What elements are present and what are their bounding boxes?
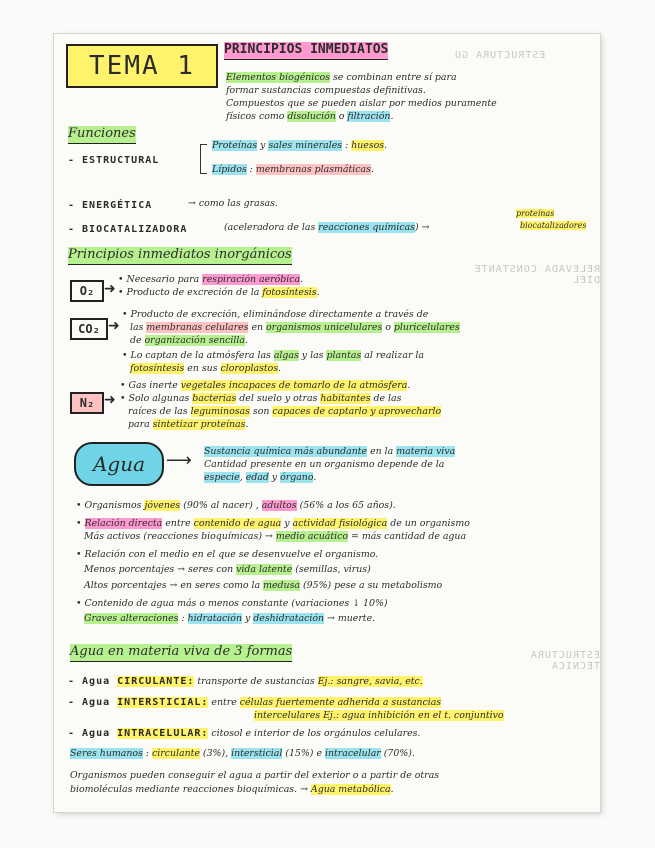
bleed-through-text: ESTRUCTURA TECNICA xyxy=(529,650,600,672)
o2-box: O₂ xyxy=(70,280,104,302)
section-title-funciones: Funciones xyxy=(68,126,136,144)
section-title-formas: Agua en materia viva de 3 formas xyxy=(70,644,292,662)
n2-line: raíces de las leguminosas son capaces de captarlo y aprovecharlo xyxy=(128,406,442,417)
arrow-icon: ⟶ xyxy=(166,450,192,471)
co2-line: • Lo captan de la atmósfera las algas y las plantas al realizar la xyxy=(122,350,424,362)
estructural-item: Proteínas y sales minerales : huesos. xyxy=(212,140,388,151)
organismos-line: Organismos pueden conseguir el agua a partir del exterior o a partir de otras xyxy=(70,770,440,781)
n2-line: • Gas inerte vegetales incapaces de tomarlo de la atmósfera. xyxy=(120,380,410,392)
biocat-result: proteínas xyxy=(516,209,555,218)
agua-bullet: Menos porcentajes → seres con vida latente (semillas, virus) xyxy=(84,564,371,575)
intro-line: formar sustancias compuestas definitivas. xyxy=(226,85,426,96)
n2-box: N₂ xyxy=(70,392,104,414)
function-energetica: - ENERGÉTICA xyxy=(68,200,153,211)
intro-line: físicos como disolución o filtración. xyxy=(226,111,394,122)
organismos-line: biomoléculas mediante reacciones bioquímicas. → Agua metabólica. xyxy=(70,784,394,795)
seres-humanos-line: Seres humanos : circulante (3%), intersticial (15%) e intracelular (70%). xyxy=(70,748,415,759)
agua-bullet: • Organismos jóvenes (90% al nacer) , adultos (56% a los 65 años). xyxy=(76,500,396,512)
intro-line: Elementos biogénicos se combinan entre sí para xyxy=(226,72,457,83)
forma-intersticial: intercelulares Ej.: agua inhibición en el t. conjuntivo xyxy=(254,710,504,721)
bleed-through-text: ESTRUCTURA GU xyxy=(454,50,546,61)
agua-bullet: • Relación directa entre contenido de agua y actividad fisiológica de un organismo xyxy=(76,518,470,530)
forma-intracelular: - Agua INTRACELULAR: citosol e interior de los orgánulos celulares. xyxy=(68,728,421,739)
section-title-inorganicos: Principios inmediatos inorgánicos xyxy=(68,247,292,265)
agua-badge: Agua xyxy=(74,442,164,486)
o2-line: • Necesario para respiración aeróbica. xyxy=(118,274,303,286)
biocatalizadora-text: (aceleradora de las reacciones químicas) → xyxy=(224,222,430,233)
brace xyxy=(200,144,207,174)
agua-bullet: Altos porcentajes → en seres como la medusa (95%) pese a su metabolismo xyxy=(84,580,443,591)
estructural-item: Lípidos : membranas plasmáticas. xyxy=(212,164,374,175)
agua-line: Cantidad presente en un organismo depende de la xyxy=(204,459,445,470)
co2-box: CO₂ xyxy=(70,318,108,340)
o2-line: • Producto de excreción de la fotosíntesis. xyxy=(118,287,320,299)
agua-bullet: • Contenido de agua más o menos constante (variaciones ↓ 10%) xyxy=(76,598,388,610)
intro-line: Compuestos que se pueden aislar por medios puramente xyxy=(226,98,497,109)
function-estructural: - ESTRUCTURAL xyxy=(68,155,160,166)
agua-line: especie, edad y órgano. xyxy=(204,472,317,483)
notes-page xyxy=(54,34,600,812)
co2-line: • Producto de excreción, eliminándose directamente a través de xyxy=(122,309,428,321)
function-biocatalizadora: - BIOCATALIZADORA xyxy=(68,224,188,235)
n2-line: • Solo algunas bacterias del suelo y otras habitantes de las xyxy=(120,393,401,405)
forma-intersticial: - Agua INTERSTICIAL: entre células fuertemente adherida a sustancias xyxy=(68,697,442,708)
co2-line: fotosíntesis en sus cloroplastos. xyxy=(130,363,282,374)
arrow-icon: ➜ xyxy=(104,392,116,408)
energetica-text: → como las grasas. xyxy=(188,198,278,209)
biocat-result: biocatalizadores xyxy=(520,221,587,230)
n2-line: para sintetizar proteínas. xyxy=(128,419,249,430)
co2-line: las membranas celulares en organismos unicelulares o pluricelulares xyxy=(130,322,460,333)
agua-line: Sustancia química más abundante en la materia viva xyxy=(204,446,456,457)
co2-line: de organización sencilla. xyxy=(130,335,248,346)
page-title: TEMA 1 xyxy=(66,44,218,88)
agua-bullet: Más activos (reacciones bioquímicas) → medio acuático = más cantidad de agua xyxy=(84,531,467,542)
arrow-icon: ➜ xyxy=(108,318,120,334)
agua-bullet: • Relación con el medio en el que se desenvuelve el organismo. xyxy=(76,549,378,561)
bleed-through-text: RELEVADA CONSTANTE DIEL xyxy=(473,264,600,286)
arrow-icon: ➜ xyxy=(104,281,116,297)
main-heading: PRINCIPIOS INMEDIATOS xyxy=(224,42,388,60)
agua-bullet: Graves alteraciones : hidratación y deshidratación → muerte. xyxy=(84,613,376,624)
forma-circulante: - Agua CIRCULANTE: transporte de sustancias Ej.: sangre, savia, etc. xyxy=(68,676,423,687)
